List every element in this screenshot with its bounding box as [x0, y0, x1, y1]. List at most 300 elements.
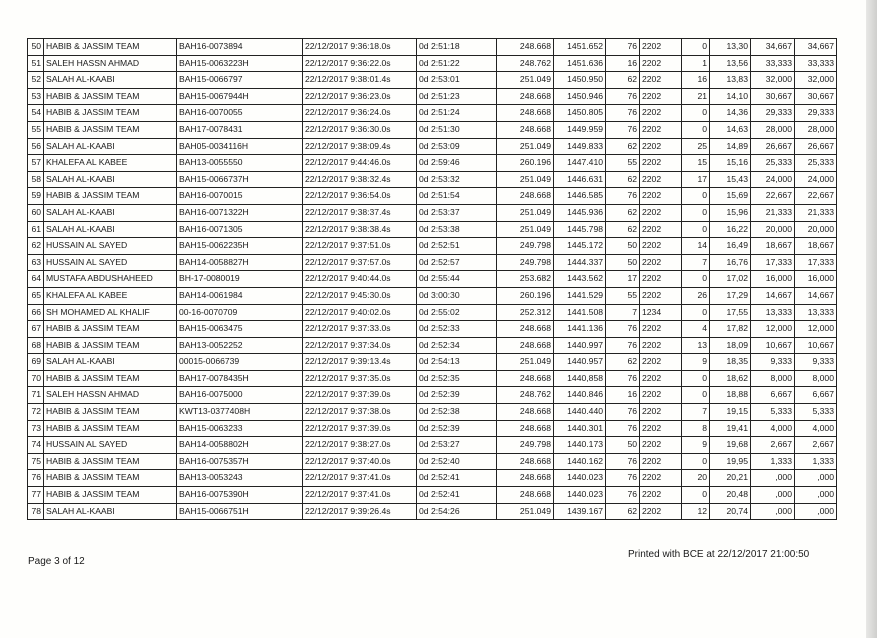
row-distance: 248.668 — [497, 39, 554, 56]
row-arrival-time: 22/12/2017 9:37:38.0s — [303, 404, 417, 421]
row-flight-duration: 0d 2:51:23 — [417, 88, 497, 105]
row-year: 2202 — [640, 221, 682, 238]
row-distance: 252.312 — [497, 304, 554, 321]
row-col10: 0 — [682, 487, 710, 504]
row-fancier: HUSSAIN AL SAYED — [44, 437, 177, 454]
row-flight-duration: 0d 2:54:26 — [417, 503, 497, 520]
row-position: 78 — [28, 503, 44, 520]
row-col13: 25,333 — [795, 155, 837, 172]
table-row — [28, 287, 837, 304]
row-speed: 1440.173 — [554, 437, 606, 454]
row-col12: ,000 — [751, 470, 795, 487]
row-position: 72 — [28, 404, 44, 421]
row-distance: 251.049 — [497, 503, 554, 520]
row-arrival-time: 22/12/2017 9:38:38.4s — [303, 221, 417, 238]
row-clock: 62 — [606, 503, 640, 520]
row-speed: 1445.936 — [554, 204, 606, 221]
row-flight-duration: 0d 2:52:40 — [417, 453, 497, 470]
row-fancier: SALAH AL-KAABI — [44, 72, 177, 89]
row-speed: 1440.957 — [554, 354, 606, 371]
row-clock: 62 — [606, 138, 640, 155]
table-row — [28, 238, 837, 255]
row-clock: 50 — [606, 238, 640, 255]
row-position: 50 — [28, 39, 44, 56]
row-clock: 62 — [606, 171, 640, 188]
row-year: 2202 — [640, 470, 682, 487]
row-col11: 20,74 — [710, 503, 751, 520]
row-col11: 13,56 — [710, 55, 751, 72]
results-table — [27, 38, 837, 520]
row-col10: 0 — [682, 221, 710, 238]
row-ring-number: BAH15-0062235H — [177, 238, 303, 255]
row-distance: 248.668 — [497, 420, 554, 437]
row-col11: 16,22 — [710, 221, 751, 238]
row-position: 63 — [28, 254, 44, 271]
row-col11: 19,15 — [710, 404, 751, 421]
row-arrival-time: 22/12/2017 9:40:44.0s — [303, 271, 417, 288]
row-col13: 26,667 — [795, 138, 837, 155]
row-col13: ,000 — [795, 503, 837, 520]
row-col13: 22,667 — [795, 188, 837, 205]
row-col10: 21 — [682, 88, 710, 105]
table-row — [28, 321, 837, 338]
row-speed: 1450.946 — [554, 88, 606, 105]
row-col10: 26 — [682, 287, 710, 304]
row-year: 2202 — [640, 39, 682, 56]
row-col13: ,000 — [795, 470, 837, 487]
row-flight-duration: 0d 2:52:39 — [417, 420, 497, 437]
row-flight-duration: 0d 2:51:54 — [417, 188, 497, 205]
row-col11: 17,55 — [710, 304, 751, 321]
row-speed: 1439.167 — [554, 503, 606, 520]
row-fancier: MUSTAFA ABDUSHAHEED — [44, 271, 177, 288]
row-ring-number: BAH16-0075357H — [177, 453, 303, 470]
row-ring-number: BAH16-0070055 — [177, 105, 303, 122]
row-col13: 13,333 — [795, 304, 837, 321]
row-ring-number: BAH14-0058827H — [177, 254, 303, 271]
row-col10: 0 — [682, 204, 710, 221]
row-col11: 15,43 — [710, 171, 751, 188]
row-clock: 76 — [606, 121, 640, 138]
row-speed: 1446.585 — [554, 188, 606, 205]
row-speed: 1440,858 — [554, 370, 606, 387]
row-ring-number: BAH13-0052252 — [177, 337, 303, 354]
row-position: 52 — [28, 72, 44, 89]
row-arrival-time: 22/12/2017 9:36:18.0s — [303, 39, 417, 56]
table-row — [28, 453, 837, 470]
row-col12: 17,333 — [751, 254, 795, 271]
row-col13: 10,667 — [795, 337, 837, 354]
row-fancier: HABIB & JASSIM TEAM — [44, 88, 177, 105]
row-ring-number: 00-16-0070709 — [177, 304, 303, 321]
row-clock: 76 — [606, 420, 640, 437]
row-year: 2202 — [640, 72, 682, 89]
row-arrival-time: 22/12/2017 9:37:33.0s — [303, 321, 417, 338]
row-col10: 0 — [682, 39, 710, 56]
row-speed: 1441.529 — [554, 287, 606, 304]
row-ring-number: KWT13-0377408H — [177, 404, 303, 421]
row-col13: 17,333 — [795, 254, 837, 271]
row-col12: 9,333 — [751, 354, 795, 371]
row-position: 70 — [28, 370, 44, 387]
row-arrival-time: 22/12/2017 9:37:39.0s — [303, 387, 417, 404]
row-year: 2202 — [640, 370, 682, 387]
row-ring-number: BAH14-0058802H — [177, 437, 303, 454]
row-distance: 251.049 — [497, 354, 554, 371]
row-year: 2202 — [640, 503, 682, 520]
row-col12: 21,333 — [751, 204, 795, 221]
row-distance: 248.668 — [497, 337, 554, 354]
row-speed: 1440.846 — [554, 387, 606, 404]
row-year: 2202 — [640, 238, 682, 255]
row-fancier: SALEH HASSN AHMAD — [44, 387, 177, 404]
row-clock: 76 — [606, 105, 640, 122]
row-year: 1234 — [640, 304, 682, 321]
row-col11: 19,68 — [710, 437, 751, 454]
row-col13: ,000 — [795, 487, 837, 504]
page-number: Page 3 of 12 — [28, 556, 85, 567]
row-col10: 0 — [682, 370, 710, 387]
row-year: 2202 — [640, 254, 682, 271]
row-col12: 1,333 — [751, 453, 795, 470]
row-col12: 13,333 — [751, 304, 795, 321]
row-col12: 5,333 — [751, 404, 795, 421]
row-distance: 248.762 — [497, 387, 554, 404]
row-speed: 1444.337 — [554, 254, 606, 271]
row-col13: 24,000 — [795, 171, 837, 188]
table-row — [28, 420, 837, 437]
row-col13: 5,333 — [795, 404, 837, 421]
row-year: 2202 — [640, 88, 682, 105]
row-clock: 50 — [606, 254, 640, 271]
row-fancier: SH MOHAMED AL KHALIF — [44, 304, 177, 321]
row-year: 2202 — [640, 55, 682, 72]
row-flight-duration: 0d 2:53:38 — [417, 221, 497, 238]
row-col11: 17,02 — [710, 271, 751, 288]
row-col12: 18,667 — [751, 238, 795, 255]
row-ring-number: BAH14-0061984 — [177, 287, 303, 304]
row-arrival-time: 22/12/2017 9:45:30.0s — [303, 287, 417, 304]
row-col11: 18,35 — [710, 354, 751, 371]
table-row — [28, 88, 837, 105]
row-col12: 28,000 — [751, 121, 795, 138]
row-flight-duration: 0d 2:52:57 — [417, 254, 497, 271]
row-fancier: SALEH HASSN AHMAD — [44, 55, 177, 72]
row-distance: 260.196 — [497, 155, 554, 172]
table-row — [28, 105, 837, 122]
row-year: 2202 — [640, 171, 682, 188]
row-clock: 16 — [606, 55, 640, 72]
row-arrival-time: 22/12/2017 9:37:41.0s — [303, 470, 417, 487]
row-arrival-time: 22/12/2017 9:39:13.4s — [303, 354, 417, 371]
row-col11: 19,95 — [710, 453, 751, 470]
row-ring-number: BAH15-0066797 — [177, 72, 303, 89]
row-col10: 8 — [682, 420, 710, 437]
row-col10: 16 — [682, 72, 710, 89]
row-arrival-time: 22/12/2017 9:37:39.0s — [303, 420, 417, 437]
row-year: 2202 — [640, 453, 682, 470]
row-col10: 0 — [682, 121, 710, 138]
row-distance: 248.668 — [497, 453, 554, 470]
row-col13: 6,667 — [795, 387, 837, 404]
row-arrival-time: 22/12/2017 9:37:40.0s — [303, 453, 417, 470]
row-col13: 14,667 — [795, 287, 837, 304]
row-col13: 9,333 — [795, 354, 837, 371]
row-col12: 6,667 — [751, 387, 795, 404]
page-edge — [866, 0, 877, 638]
row-flight-duration: 0d 2:59:46 — [417, 155, 497, 172]
row-speed: 1445.172 — [554, 238, 606, 255]
row-clock: 62 — [606, 72, 640, 89]
row-fancier: SALAH AL-KAABI — [44, 503, 177, 520]
row-position: 55 — [28, 121, 44, 138]
row-col12: 30,667 — [751, 88, 795, 105]
row-col13: 34,667 — [795, 39, 837, 56]
row-speed: 1441.508 — [554, 304, 606, 321]
row-flight-duration: 0d 2:51:18 — [417, 39, 497, 56]
row-clock: 76 — [606, 188, 640, 205]
row-col11: 15,69 — [710, 188, 751, 205]
row-col10: 7 — [682, 404, 710, 421]
row-col10: 9 — [682, 437, 710, 454]
row-distance: 248.668 — [497, 487, 554, 504]
row-arrival-time: 22/12/2017 9:37:34.0s — [303, 337, 417, 354]
row-col12: 10,667 — [751, 337, 795, 354]
row-year: 2202 — [640, 437, 682, 454]
table-row — [28, 55, 837, 72]
row-col11: 14,89 — [710, 138, 751, 155]
row-ring-number: BAH15-0063233 — [177, 420, 303, 437]
row-col10: 4 — [682, 321, 710, 338]
row-speed: 1449.959 — [554, 121, 606, 138]
row-flight-duration: 0d 2:51:24 — [417, 105, 497, 122]
row-ring-number: BAH15-0066751H — [177, 503, 303, 520]
results-table-body — [28, 39, 837, 520]
row-fancier: HABIB & JASSIM TEAM — [44, 39, 177, 56]
row-fancier: HABIB & JASSIM TEAM — [44, 121, 177, 138]
row-distance: 248.668 — [497, 88, 554, 105]
table-row — [28, 121, 837, 138]
row-col12: 22,667 — [751, 188, 795, 205]
row-col12: 29,333 — [751, 105, 795, 122]
row-col13: 33,333 — [795, 55, 837, 72]
row-col10: 9 — [682, 354, 710, 371]
row-flight-duration: 0d 2:55:44 — [417, 271, 497, 288]
row-flight-duration: 0d 2:51:30 — [417, 121, 497, 138]
row-col11: 13,83 — [710, 72, 751, 89]
row-position: 61 — [28, 221, 44, 238]
row-col12: 25,333 — [751, 155, 795, 172]
row-fancier: HABIB & JASSIM TEAM — [44, 321, 177, 338]
row-distance: 249.798 — [497, 437, 554, 454]
row-year: 2202 — [640, 287, 682, 304]
row-flight-duration: 0d 2:53:09 — [417, 138, 497, 155]
row-position: 77 — [28, 487, 44, 504]
row-fancier: SALAH AL-KAABI — [44, 138, 177, 155]
row-year: 2202 — [640, 337, 682, 354]
row-position: 59 — [28, 188, 44, 205]
row-arrival-time: 22/12/2017 9:36:24.0s — [303, 105, 417, 122]
row-ring-number: BAH05-0034116H — [177, 138, 303, 155]
table-row — [28, 404, 837, 421]
row-flight-duration: 0d 2:52:33 — [417, 321, 497, 338]
row-distance: 248.668 — [497, 105, 554, 122]
row-year: 2202 — [640, 404, 682, 421]
row-position: 65 — [28, 287, 44, 304]
row-distance: 248.668 — [497, 370, 554, 387]
row-ring-number: BAH15-0063223H — [177, 55, 303, 72]
row-clock: 76 — [606, 321, 640, 338]
row-clock: 62 — [606, 354, 640, 371]
row-col10: 0 — [682, 271, 710, 288]
row-arrival-time: 22/12/2017 9:38:27.0s — [303, 437, 417, 454]
row-col12: 34,667 — [751, 39, 795, 56]
row-flight-duration: 0d 2:52:41 — [417, 470, 497, 487]
row-distance: 248.668 — [497, 121, 554, 138]
row-clock: 76 — [606, 39, 640, 56]
row-clock: 55 — [606, 287, 640, 304]
row-position: 76 — [28, 470, 44, 487]
row-speed: 1450.805 — [554, 105, 606, 122]
row-clock: 55 — [606, 155, 640, 172]
row-col11: 14,36 — [710, 105, 751, 122]
row-fancier: HUSSAIN AL SAYED — [44, 254, 177, 271]
row-col10: 0 — [682, 453, 710, 470]
row-distance: 253.682 — [497, 271, 554, 288]
row-col13: 4,000 — [795, 420, 837, 437]
row-col10: 13 — [682, 337, 710, 354]
row-speed: 1446.631 — [554, 171, 606, 188]
row-col10: 0 — [682, 304, 710, 321]
row-year: 2202 — [640, 420, 682, 437]
row-fancier: HABIB & JASSIM TEAM — [44, 420, 177, 437]
table-row — [28, 437, 837, 454]
row-speed: 1440.023 — [554, 470, 606, 487]
row-position: 62 — [28, 238, 44, 255]
row-col12: 2,667 — [751, 437, 795, 454]
row-year: 2202 — [640, 138, 682, 155]
row-ring-number: BAH16-0073894 — [177, 39, 303, 56]
row-distance: 249.798 — [497, 238, 554, 255]
row-ring-number: BH-17-0080019 — [177, 271, 303, 288]
row-position: 75 — [28, 453, 44, 470]
row-fancier: SALAH AL-KAABI — [44, 171, 177, 188]
row-ring-number: BAH16-0070015 — [177, 188, 303, 205]
table-row — [28, 171, 837, 188]
table-row — [28, 503, 837, 520]
table-row — [28, 487, 837, 504]
row-fancier: HABIB & JASSIM TEAM — [44, 370, 177, 387]
row-fancier: HABIB & JASSIM TEAM — [44, 470, 177, 487]
row-col12: 32,000 — [751, 72, 795, 89]
row-arrival-time: 22/12/2017 9:36:22.0s — [303, 55, 417, 72]
row-year: 2202 — [640, 105, 682, 122]
row-col13: 12,000 — [795, 321, 837, 338]
row-position: 51 — [28, 55, 44, 72]
row-flight-duration: 0d 2:52:35 — [417, 370, 497, 387]
row-flight-duration: 0d 2:51:22 — [417, 55, 497, 72]
row-col13: 2,667 — [795, 437, 837, 454]
row-year: 2202 — [640, 204, 682, 221]
table-row — [28, 337, 837, 354]
row-col11: 18,09 — [710, 337, 751, 354]
row-col13: 28,000 — [795, 121, 837, 138]
row-distance: 251.049 — [497, 204, 554, 221]
row-col10: 7 — [682, 254, 710, 271]
row-position: 71 — [28, 387, 44, 404]
row-clock: 76 — [606, 470, 640, 487]
row-col12: 14,667 — [751, 287, 795, 304]
row-year: 2202 — [640, 188, 682, 205]
row-col10: 25 — [682, 138, 710, 155]
row-distance: 251.049 — [497, 138, 554, 155]
table-row — [28, 72, 837, 89]
row-fancier: SALAH AL-KAABI — [44, 221, 177, 238]
row-flight-duration: 0d 2:53:37 — [417, 204, 497, 221]
row-speed: 1441.136 — [554, 321, 606, 338]
row-clock: 76 — [606, 88, 640, 105]
table-row — [28, 221, 837, 238]
row-col10: 15 — [682, 155, 710, 172]
row-col13: 8,000 — [795, 370, 837, 387]
row-arrival-time: 22/12/2017 9:36:23.0s — [303, 88, 417, 105]
row-position: 58 — [28, 171, 44, 188]
row-clock: 62 — [606, 204, 640, 221]
table-row — [28, 138, 837, 155]
row-fancier: HABIB & JASSIM TEAM — [44, 188, 177, 205]
row-flight-duration: 0d 2:52:34 — [417, 337, 497, 354]
table-row — [28, 354, 837, 371]
row-flight-duration: 0d 3:00:30 — [417, 287, 497, 304]
printed-stamp: Printed with BCE at 22/12/2017 21:00:50 — [628, 549, 810, 560]
row-year: 2202 — [640, 321, 682, 338]
row-col10: 0 — [682, 188, 710, 205]
row-flight-duration: 0d 2:53:27 — [417, 437, 497, 454]
row-arrival-time: 22/12/2017 9:37:35.0s — [303, 370, 417, 387]
row-position: 74 — [28, 437, 44, 454]
row-col11: 20,48 — [710, 487, 751, 504]
row-col10: 0 — [682, 387, 710, 404]
row-col13: 1,333 — [795, 453, 837, 470]
row-position: 67 — [28, 321, 44, 338]
row-ring-number: 00015-0066739 — [177, 354, 303, 371]
row-speed: 1450.950 — [554, 72, 606, 89]
row-col11: 17,29 — [710, 287, 751, 304]
row-col10: 20 — [682, 470, 710, 487]
row-position: 73 — [28, 420, 44, 437]
row-col11: 13,30 — [710, 39, 751, 56]
row-speed: 1440.440 — [554, 404, 606, 421]
row-ring-number: BAH15-0063475 — [177, 321, 303, 338]
row-position: 66 — [28, 304, 44, 321]
row-col12: 20,000 — [751, 221, 795, 238]
row-col13: 20,000 — [795, 221, 837, 238]
row-distance: 248.668 — [497, 470, 554, 487]
row-flight-duration: 0d 2:55:02 — [417, 304, 497, 321]
row-col12: 4,000 — [751, 420, 795, 437]
row-ring-number: BAH17-0078431 — [177, 121, 303, 138]
row-col12: 26,667 — [751, 138, 795, 155]
row-fancier: HABIB & JASSIM TEAM — [44, 337, 177, 354]
row-position: 64 — [28, 271, 44, 288]
row-col12: 33,333 — [751, 55, 795, 72]
table-row — [28, 304, 837, 321]
row-speed: 1440.301 — [554, 420, 606, 437]
row-position: 68 — [28, 337, 44, 354]
row-flight-duration: 0d 2:53:01 — [417, 72, 497, 89]
row-col10: 1 — [682, 55, 710, 72]
row-ring-number: BAH15-0067944H — [177, 88, 303, 105]
